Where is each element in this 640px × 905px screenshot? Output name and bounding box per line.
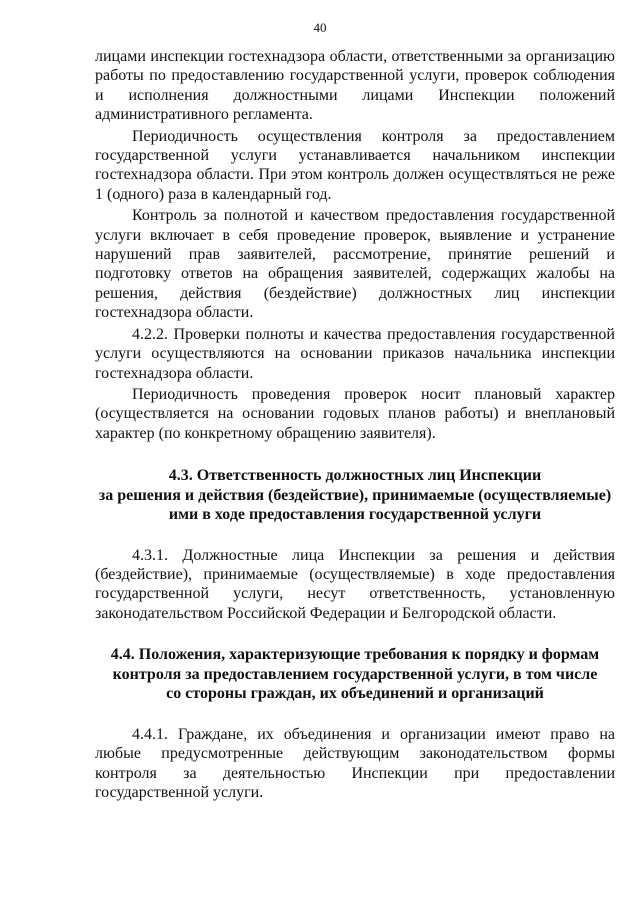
paragraph-periodicity-control: Периодичность осуществления контроля за предоставлением государственной услуги устанавливается начальником инспекции гостехнадзора области. При этом контроль должен осуществляться не реже 1 (одного) раза в календарный год. [95,127,615,203]
paragraph-4-4-1: 4.4.1. Граждане, их объединения и организации имеют право на любые предусмотренные действующим законодательством формы контроля за деятельностью Инспекции при предоставлении государственной услуги. [95,725,615,801]
page-number: 40 [313,20,327,35]
section-heading-4-3-line-3: ими в ходе предоставления государственной услуги [168,506,542,524]
paragraph-4-3-1: 4.3.1. Должностные лица Инспекции за решения и действия (бездействие), принимаемые (осуществляемые) в ходе предоставления государственной услуги, несут ответственность, установленную законодательством Российской Федерации и Белгородской области. [95,546,615,622]
section-heading-4-4-line-3: со стороны граждан, их объединений и организаций [166,685,544,703]
paragraph-4-2-2: 4.2.2. Проверки полноты и качества предоставления государственной услуги осуществляются на основании приказов начальника инспекции гостехнадзора области. [95,325,615,382]
section-heading-4-4-line-2: контроля за предоставлением государственной услуги, в том числе [112,665,598,683]
section-heading-4-3 [95,466,615,525]
section-heading-4-3-line-2: за решения и действия (бездействие), принимаемые (осуществляемые) [98,486,612,504]
paragraph-inspection-periodicity: Периодичность проведения проверок носит плановый характер (осуществляется на основании годовых планов работы) и внеплановый характер (по конкретному обращению заявителя). [95,385,615,442]
section-heading-4-3-line-1: 4.3. Ответственность должностных лиц Инспекции [168,467,542,485]
section-heading-4-4-line-1: 4.4. Положения, характеризующие требования к порядку и формам [110,646,600,664]
document-body [95,47,615,802]
section-heading-4-4 [95,645,615,704]
paragraph-control-scope: Контроль за полнотой и качеством предоставления государственной услуги включает в себя проведение проверок, выявление и устранение нарушений прав заявителей, рассмотрение, принятие решений и подготовку ответов на обращения заявителей, содержащих жалобы на решения, действия (бездействие) должностных лиц инспекции гостехнадзора области. [95,207,615,322]
paragraph-continuation: лицами инспекции гостехнадзора области, ответственными за организацию работы по предоставлению государственной услуги, проверок соблюдения и исполнения должностными лицами Инспекции положений административного регламента. [95,48,615,124]
